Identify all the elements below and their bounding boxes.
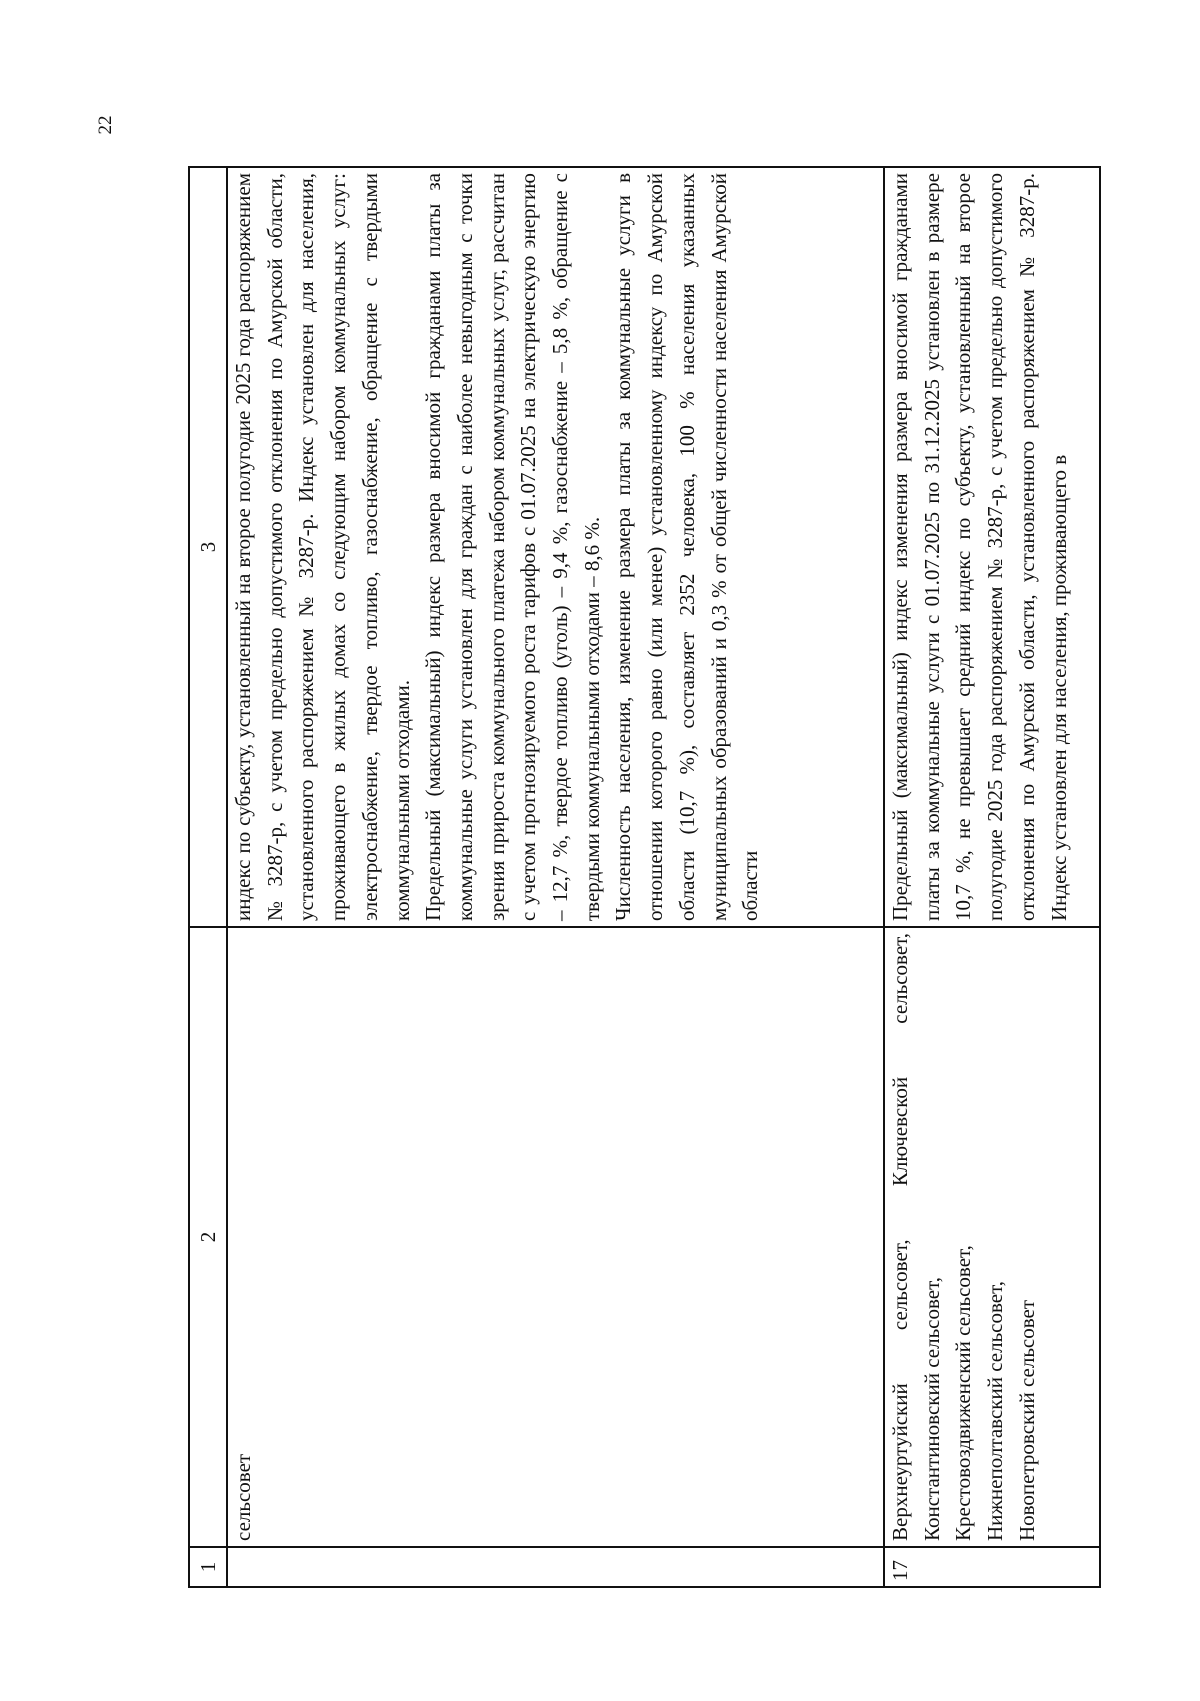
table-row — [227, 167, 884, 1587]
rotated-table-container — [188, 168, 1093, 1588]
index-description-cell — [227, 167, 884, 927]
municipality-cell: Верхнеуртуйский сельсовет, Ключевской сельсовет, Константиновский сельсовет, Крестовоздвиженский сельсовет, Нижнеполтавский сельсовет, Новопетровский сельсовет — [884, 927, 1100, 1547]
description-paragraph: Предельный (максимальный) индекс размера вносимой гражданами платы за коммунальные услуги установлен для граждан с наиболее невыгодным с точки зрения прироста коммунального платежа набором коммунальных услуг, рассчитан с учетом прогнозируемого роста тарифов с 01.07.2025 на электрическую энергию – 12,7 %, твердое топливо (уголь) – 9,4 %, газоснабжение – 5,8 %, обращение с твердыми коммунальными отходами – 8,6 %. — [421, 173, 604, 921]
column-number-2: 2 — [189, 927, 227, 1547]
index-description-cell — [884, 167, 1100, 927]
row-number-cell: 17 — [884, 1547, 1100, 1587]
page-number: 22 — [95, 115, 116, 135]
description-paragraph: Предельный (максимальный) индекс изменения размера вносимой гражданами платы за коммунальные услуги с 01.07.2025 по 31.12.2025 установлен в размере 10,7 %, не превышает средний индекс по субъекту, установленный на второе полугодие 2025 года распоряжением № 3287-р, с учетом предельно допустимого отклонения по Амурской области, установленного распоряжением № 3287-р. Индекс установлен для населения, проживающего в — [888, 173, 1071, 921]
table-header-row — [189, 167, 227, 1587]
tariff-index-table — [188, 166, 1101, 1588]
table-row — [884, 167, 1100, 1587]
row-number-cell — [227, 1547, 884, 1587]
description-paragraph: Численность населения, изменение размера платы за коммунальные услуги в отношении которого равно (или менее) установленному индексу по Амурской области (10,7 %), составляет 2352 человека, 100 % населения указанных муниципальных образований и 0,3 % от общей численности населения Амурской области — [611, 173, 763, 921]
municipality-cell: сельсовет — [227, 927, 884, 1547]
column-number-1: 1 — [189, 1547, 227, 1587]
description-paragraph: индекс по субъекту, установленный на второе полугодие 2025 года распоряжением № 3287-р, с учетом предельно допустимого отклонения по Амурской области, установленного распоряжением № 3287-р. Индекс установлен для населения, проживающего в жилых домах со следующим набором коммунальных услуг: электроснабжение, твердое топливо, газоснабжение, обращение с твердыми коммунальными отходами. — [231, 173, 414, 921]
column-number-3: 3 — [189, 167, 227, 927]
